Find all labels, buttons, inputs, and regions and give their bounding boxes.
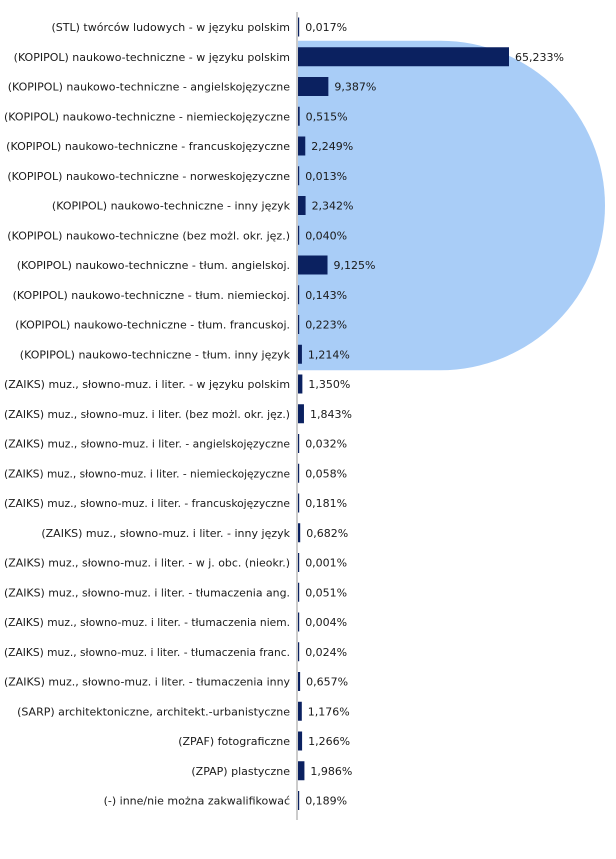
value-label: 0,181% bbox=[305, 497, 348, 510]
bar bbox=[298, 583, 299, 602]
value-label: 9,387% bbox=[334, 80, 377, 94]
bar bbox=[298, 47, 509, 66]
bar bbox=[298, 18, 299, 37]
bar bbox=[298, 285, 299, 304]
category-label: (KOPIPOL) naukowo-techniczne - w języku polskim bbox=[13, 50, 290, 64]
bar bbox=[298, 672, 300, 691]
value-label: 0,657% bbox=[306, 675, 349, 689]
value-label: 1,214% bbox=[307, 348, 350, 362]
value-label: 0,189% bbox=[305, 794, 348, 808]
bar bbox=[298, 77, 328, 96]
category-label: (ZAIKS) muz., słowno-muz. i liter. - tłumaczenia niem. bbox=[4, 616, 290, 629]
value-label: 0,143% bbox=[305, 288, 348, 302]
value-label: 0,004% bbox=[305, 616, 348, 629]
category-label: (ZAIKS) muz., słowno-muz. i liter. (bez możl. okr. jęz.) bbox=[4, 407, 290, 421]
value-label: 2,342% bbox=[311, 199, 354, 213]
bar bbox=[298, 315, 299, 334]
bar bbox=[298, 166, 299, 185]
category-label: (KOPIPOL) naukowo-techniczne - niemieckojęzyczne bbox=[4, 110, 291, 124]
value-label: 1,350% bbox=[308, 378, 351, 391]
value-label: 1,176% bbox=[307, 705, 350, 719]
bar bbox=[298, 553, 299, 572]
bar bbox=[298, 642, 299, 661]
category-label: (ZAIKS) muz., słowno-muz. i liter. - niemieckojęzyczne bbox=[4, 467, 291, 481]
bar bbox=[298, 256, 328, 275]
value-label: 1,843% bbox=[309, 407, 352, 421]
value-label: 65,233% bbox=[515, 50, 564, 64]
value-label: 0,682% bbox=[306, 526, 349, 540]
bar bbox=[298, 404, 304, 423]
category-label: (ZAIKS) muz., słowno-muz. i liter. - tłumaczenia inny bbox=[4, 675, 291, 689]
category-label: (ZPAF) fotograficzne bbox=[178, 735, 290, 748]
bar bbox=[298, 464, 299, 483]
category-label: (KOPIPOL) naukowo-techniczne - tłum. inny język bbox=[19, 348, 290, 362]
bar bbox=[298, 613, 299, 632]
bar bbox=[298, 137, 305, 156]
category-label: (ZAIKS) muz., słowno-muz. i liter. - tłumaczenia franc. bbox=[4, 645, 290, 659]
category-label: (KOPIPOL) naukowo-techniczne - inny język bbox=[51, 199, 290, 213]
category-label: (ZAIKS) muz., słowno-muz. i liter. - francuskojęzyczne bbox=[4, 497, 291, 510]
bar bbox=[298, 375, 302, 394]
value-label: 0,032% bbox=[305, 437, 348, 451]
value-label: 0,013% bbox=[305, 169, 348, 183]
category-label: (ZAIKS) muz., słowno-muz. i liter. - angielskojęzyczne bbox=[4, 437, 291, 451]
value-label: 0,051% bbox=[305, 586, 348, 600]
category-label: (KOPIPOL) naukowo-techniczne - tłum. niemieckoj. bbox=[12, 288, 290, 302]
category-label: (ZAIKS) muz., słowno-muz. i liter. - tłumaczenia ang. bbox=[4, 586, 290, 600]
category-label: (KOPIPOL) naukowo-techniczne (bez możl. okr. jęz.) bbox=[7, 229, 290, 243]
value-label: 1,986% bbox=[310, 764, 353, 778]
category-label: (ZAIKS) muz., słowno-muz. i liter. - inny język bbox=[41, 526, 290, 540]
category-label: (KOPIPOL) naukowo-techniczne - tłum. francuskoj. bbox=[15, 318, 290, 332]
bar bbox=[298, 226, 299, 245]
value-label: 0,058% bbox=[305, 467, 348, 481]
value-label: 0,017% bbox=[305, 21, 348, 34]
value-label: 0,001% bbox=[305, 556, 348, 570]
bar bbox=[298, 702, 302, 721]
category-label: (SARP) architektoniczne, architekt.-urbanistyczne bbox=[17, 705, 290, 719]
value-label: 9,125% bbox=[333, 259, 376, 272]
value-label: 2,249% bbox=[311, 140, 354, 153]
category-label: (STL) twórców ludowych - w języku polskim bbox=[51, 21, 290, 34]
bar bbox=[298, 345, 302, 364]
category-label: (KOPIPOL) naukowo-techniczne - francuskojęzyczne bbox=[6, 140, 290, 153]
value-label: 0,515% bbox=[305, 110, 348, 124]
bar bbox=[298, 107, 300, 126]
category-label: (ZAIKS) muz., słowno-muz. i liter. - w j. obc. (nieokr.) bbox=[4, 556, 290, 570]
category-label: (-) inne/nie można zakwalifikować bbox=[103, 794, 290, 808]
bar bbox=[298, 523, 300, 542]
bar bbox=[298, 494, 299, 513]
category-label: (KOPIPOL) naukowo-techniczne - norweskojęzyczne bbox=[7, 169, 290, 183]
value-label: 0,040% bbox=[305, 229, 348, 243]
bar bbox=[298, 732, 302, 751]
category-label: (ZAIKS) muz., słowno-muz. i liter. - w języku polskim bbox=[4, 378, 290, 391]
bar bbox=[298, 791, 299, 810]
value-label: 0,223% bbox=[305, 318, 348, 332]
category-label: (KOPIPOL) naukowo-techniczne - tłum. angielskoj. bbox=[16, 259, 290, 272]
bar bbox=[298, 196, 306, 215]
bar bbox=[298, 434, 299, 453]
value-label: 0,024% bbox=[305, 645, 348, 659]
category-label: (KOPIPOL) naukowo-techniczne - angielskojęzyczne bbox=[7, 80, 290, 94]
bar bbox=[298, 761, 304, 780]
category-label: (ZPAP) plastyczne bbox=[191, 764, 290, 778]
value-label: 1,266% bbox=[308, 735, 351, 748]
